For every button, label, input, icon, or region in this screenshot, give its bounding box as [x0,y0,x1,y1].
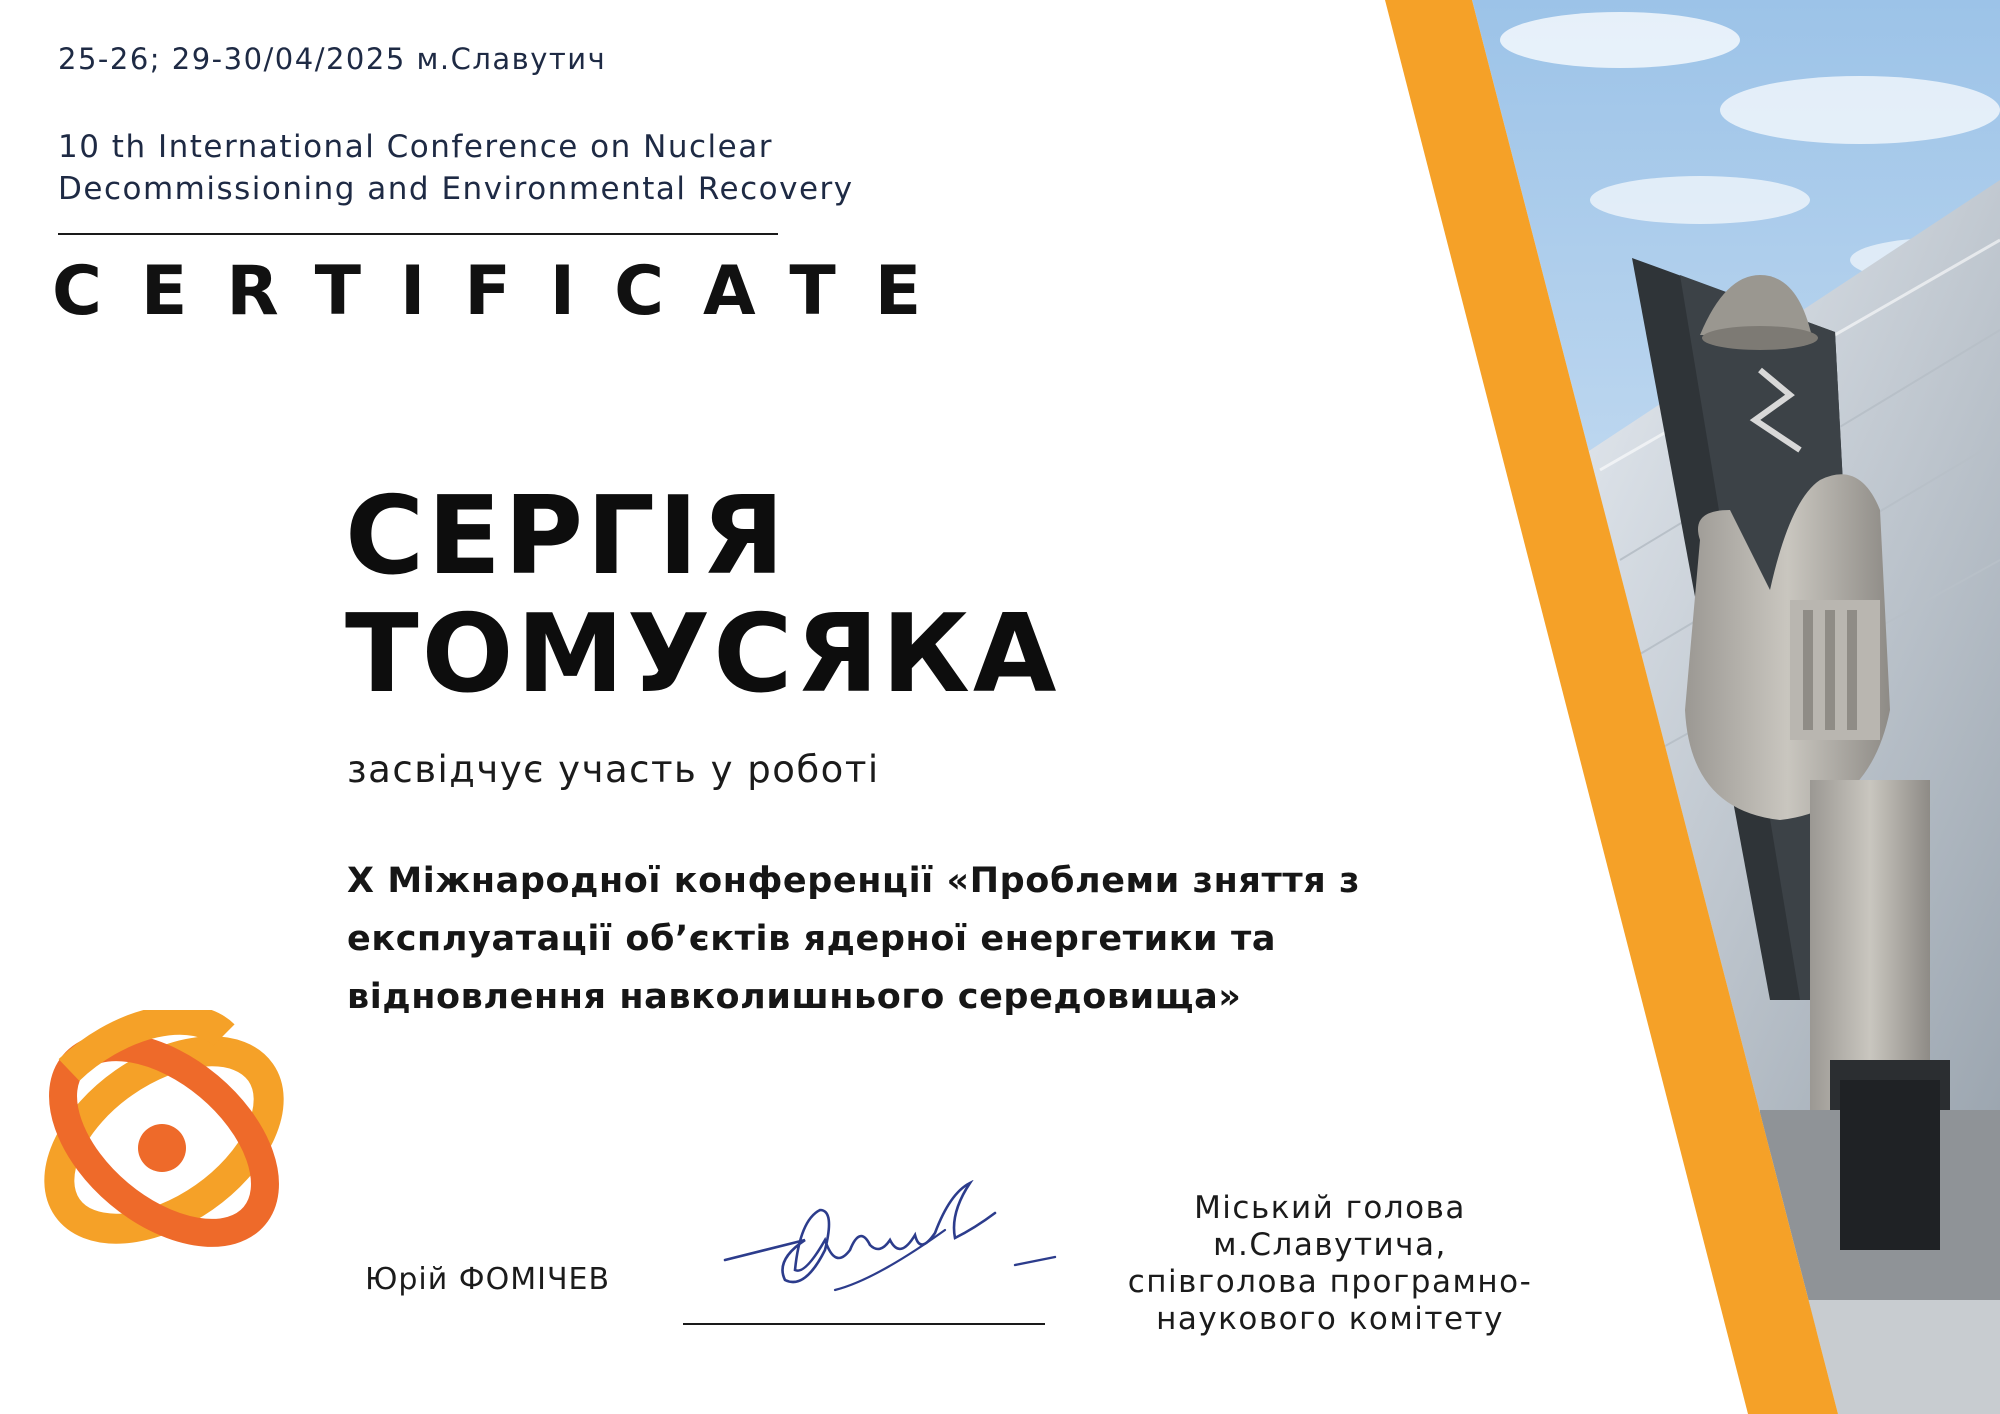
recipient-first-name: СЕРГІЯ [345,474,788,599]
recipient-name [345,474,1060,717]
position-line-2: м.Славутича, [1213,1227,1447,1263]
header-divider [58,233,778,235]
position-line-4: наукового комітету [1156,1301,1504,1337]
conference-ua-line-1: X Міжнародної конференції «Проблеми зняття з [347,861,1361,901]
certificate-title: CERTIFICATE [52,252,961,331]
position-line-1: Міський голова [1194,1190,1466,1226]
recipient-last-name: ТОМУСЯКА [345,592,1060,717]
conference-title-en [58,126,958,210]
signatory-position [1090,1190,1570,1338]
handwritten-signature [715,1180,1075,1320]
position-line-3: співголова програмно- [1127,1264,1533,1300]
attestation-text: засвідчує участь у роботі [347,748,880,791]
signature-line [683,1323,1045,1325]
conference-title-ua [347,852,1407,1026]
conference-ua-line-3: відновлення навколишнього середовища» [347,977,1242,1017]
conference-title-line-2: Decommissioning and Environmental Recovery [58,171,854,207]
signatory-name: Юрій ФОМІЧЕВ [365,1262,611,1297]
conference-logo-icon [34,1010,294,1270]
conference-title-line-1: 10 th International Conference on Nuclear [58,129,773,165]
conference-ua-line-2: експлуатації об’єктів ядерної енергетики та [347,919,1277,959]
conference-dates: 25-26; 29-30/04/2025 м.Славутич [58,42,607,76]
